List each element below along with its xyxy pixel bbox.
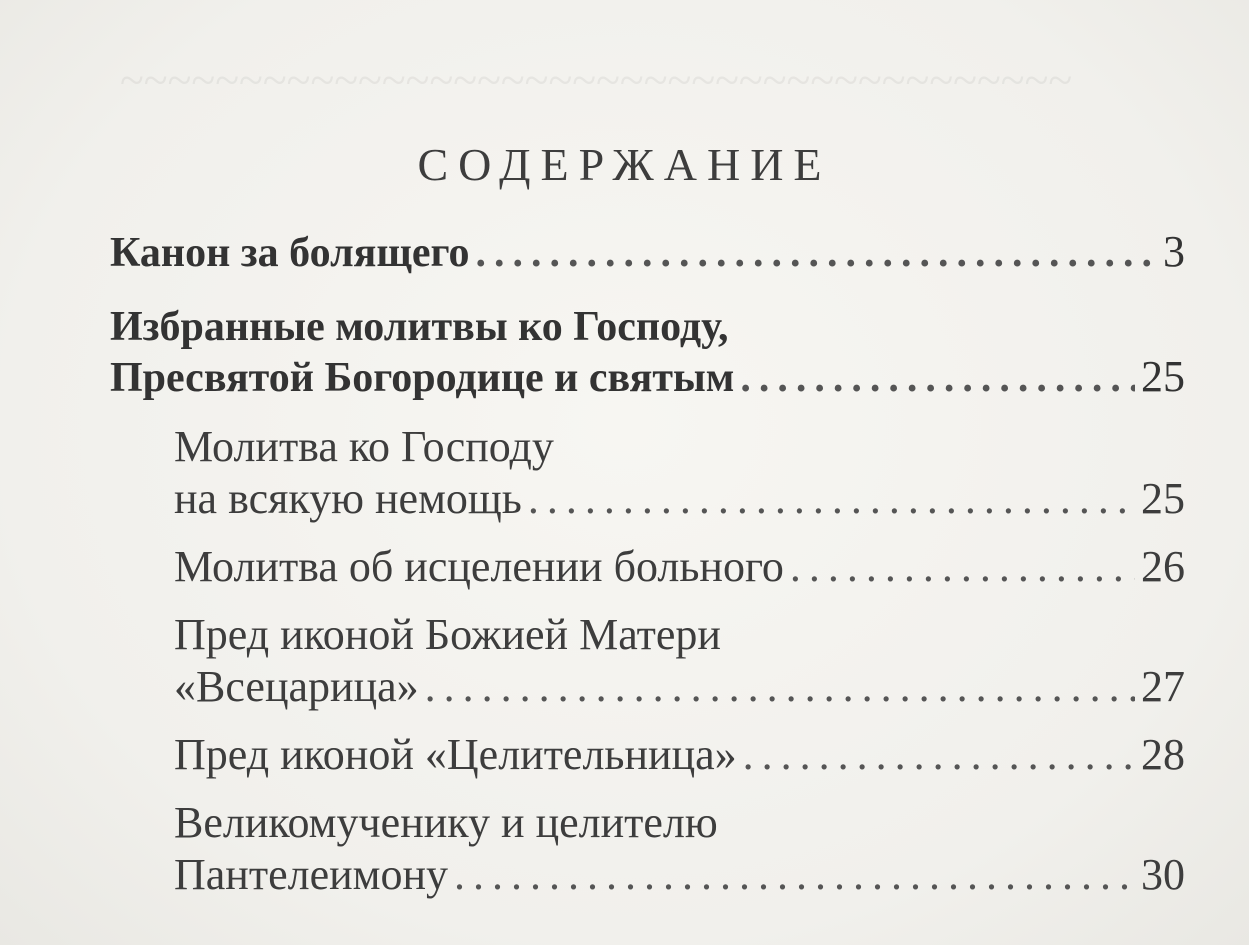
toc-entry-title: Молитва об исцелении больного	[174, 542, 784, 591]
bleed-through-text: ~~~~~~~~~~~~~~~~~~~~~~~~~~~~~~~~~~~~~~~~	[120, 56, 1073, 105]
toc-page-number: 25	[1141, 352, 1185, 401]
toc-entry[interactable]	[110, 797, 1185, 901]
leader-dots	[528, 473, 1135, 525]
toc-entry[interactable]	[110, 609, 1185, 713]
toc-entry-title-cont: Пресвятой Богородице и святым	[110, 355, 735, 401]
toc-entry[interactable]	[110, 541, 1185, 593]
toc-page-number: 25	[1141, 474, 1185, 523]
toc-entry[interactable]	[110, 227, 1185, 278]
leader-dots	[743, 729, 1135, 781]
table-of-contents	[110, 215, 1185, 901]
toc-entry-title-cont: на всякую немощь	[174, 474, 522, 523]
toc-entry-title: Избранные молитвы ко Господу,	[110, 304, 729, 350]
toc-page-number: 27	[1141, 662, 1185, 711]
leader-dots	[475, 228, 1157, 278]
toc-page-number: 26	[1141, 542, 1185, 591]
toc-entry-title: Канон за болящего	[110, 230, 470, 276]
leader-dots	[740, 353, 1135, 403]
toc-page-number: 30	[1141, 850, 1185, 899]
toc-entry-title: Пред иконой «Целительница»	[174, 730, 737, 779]
toc-entry[interactable]	[110, 421, 1185, 525]
toc-entry-title: Великомученику и целителю	[174, 798, 718, 847]
toc-entry-title: Молитва ко Господу	[174, 422, 554, 471]
toc-entry[interactable]	[110, 302, 1185, 403]
page-title: СОДЕРЖАНИЕ	[417, 139, 832, 190]
leader-dots	[790, 541, 1135, 593]
toc-entry[interactable]	[110, 729, 1185, 781]
leader-dots	[425, 661, 1135, 713]
toc-page-number: 3	[1163, 227, 1185, 276]
toc-entry-title-cont: Пантелеимону	[174, 850, 449, 899]
toc-entry-title-cont: «Всецарица»	[174, 662, 419, 711]
toc-entry-title: Пред иконой Божией Матери	[174, 610, 721, 659]
toc-page-number: 28	[1141, 730, 1185, 779]
leader-dots	[454, 849, 1135, 901]
